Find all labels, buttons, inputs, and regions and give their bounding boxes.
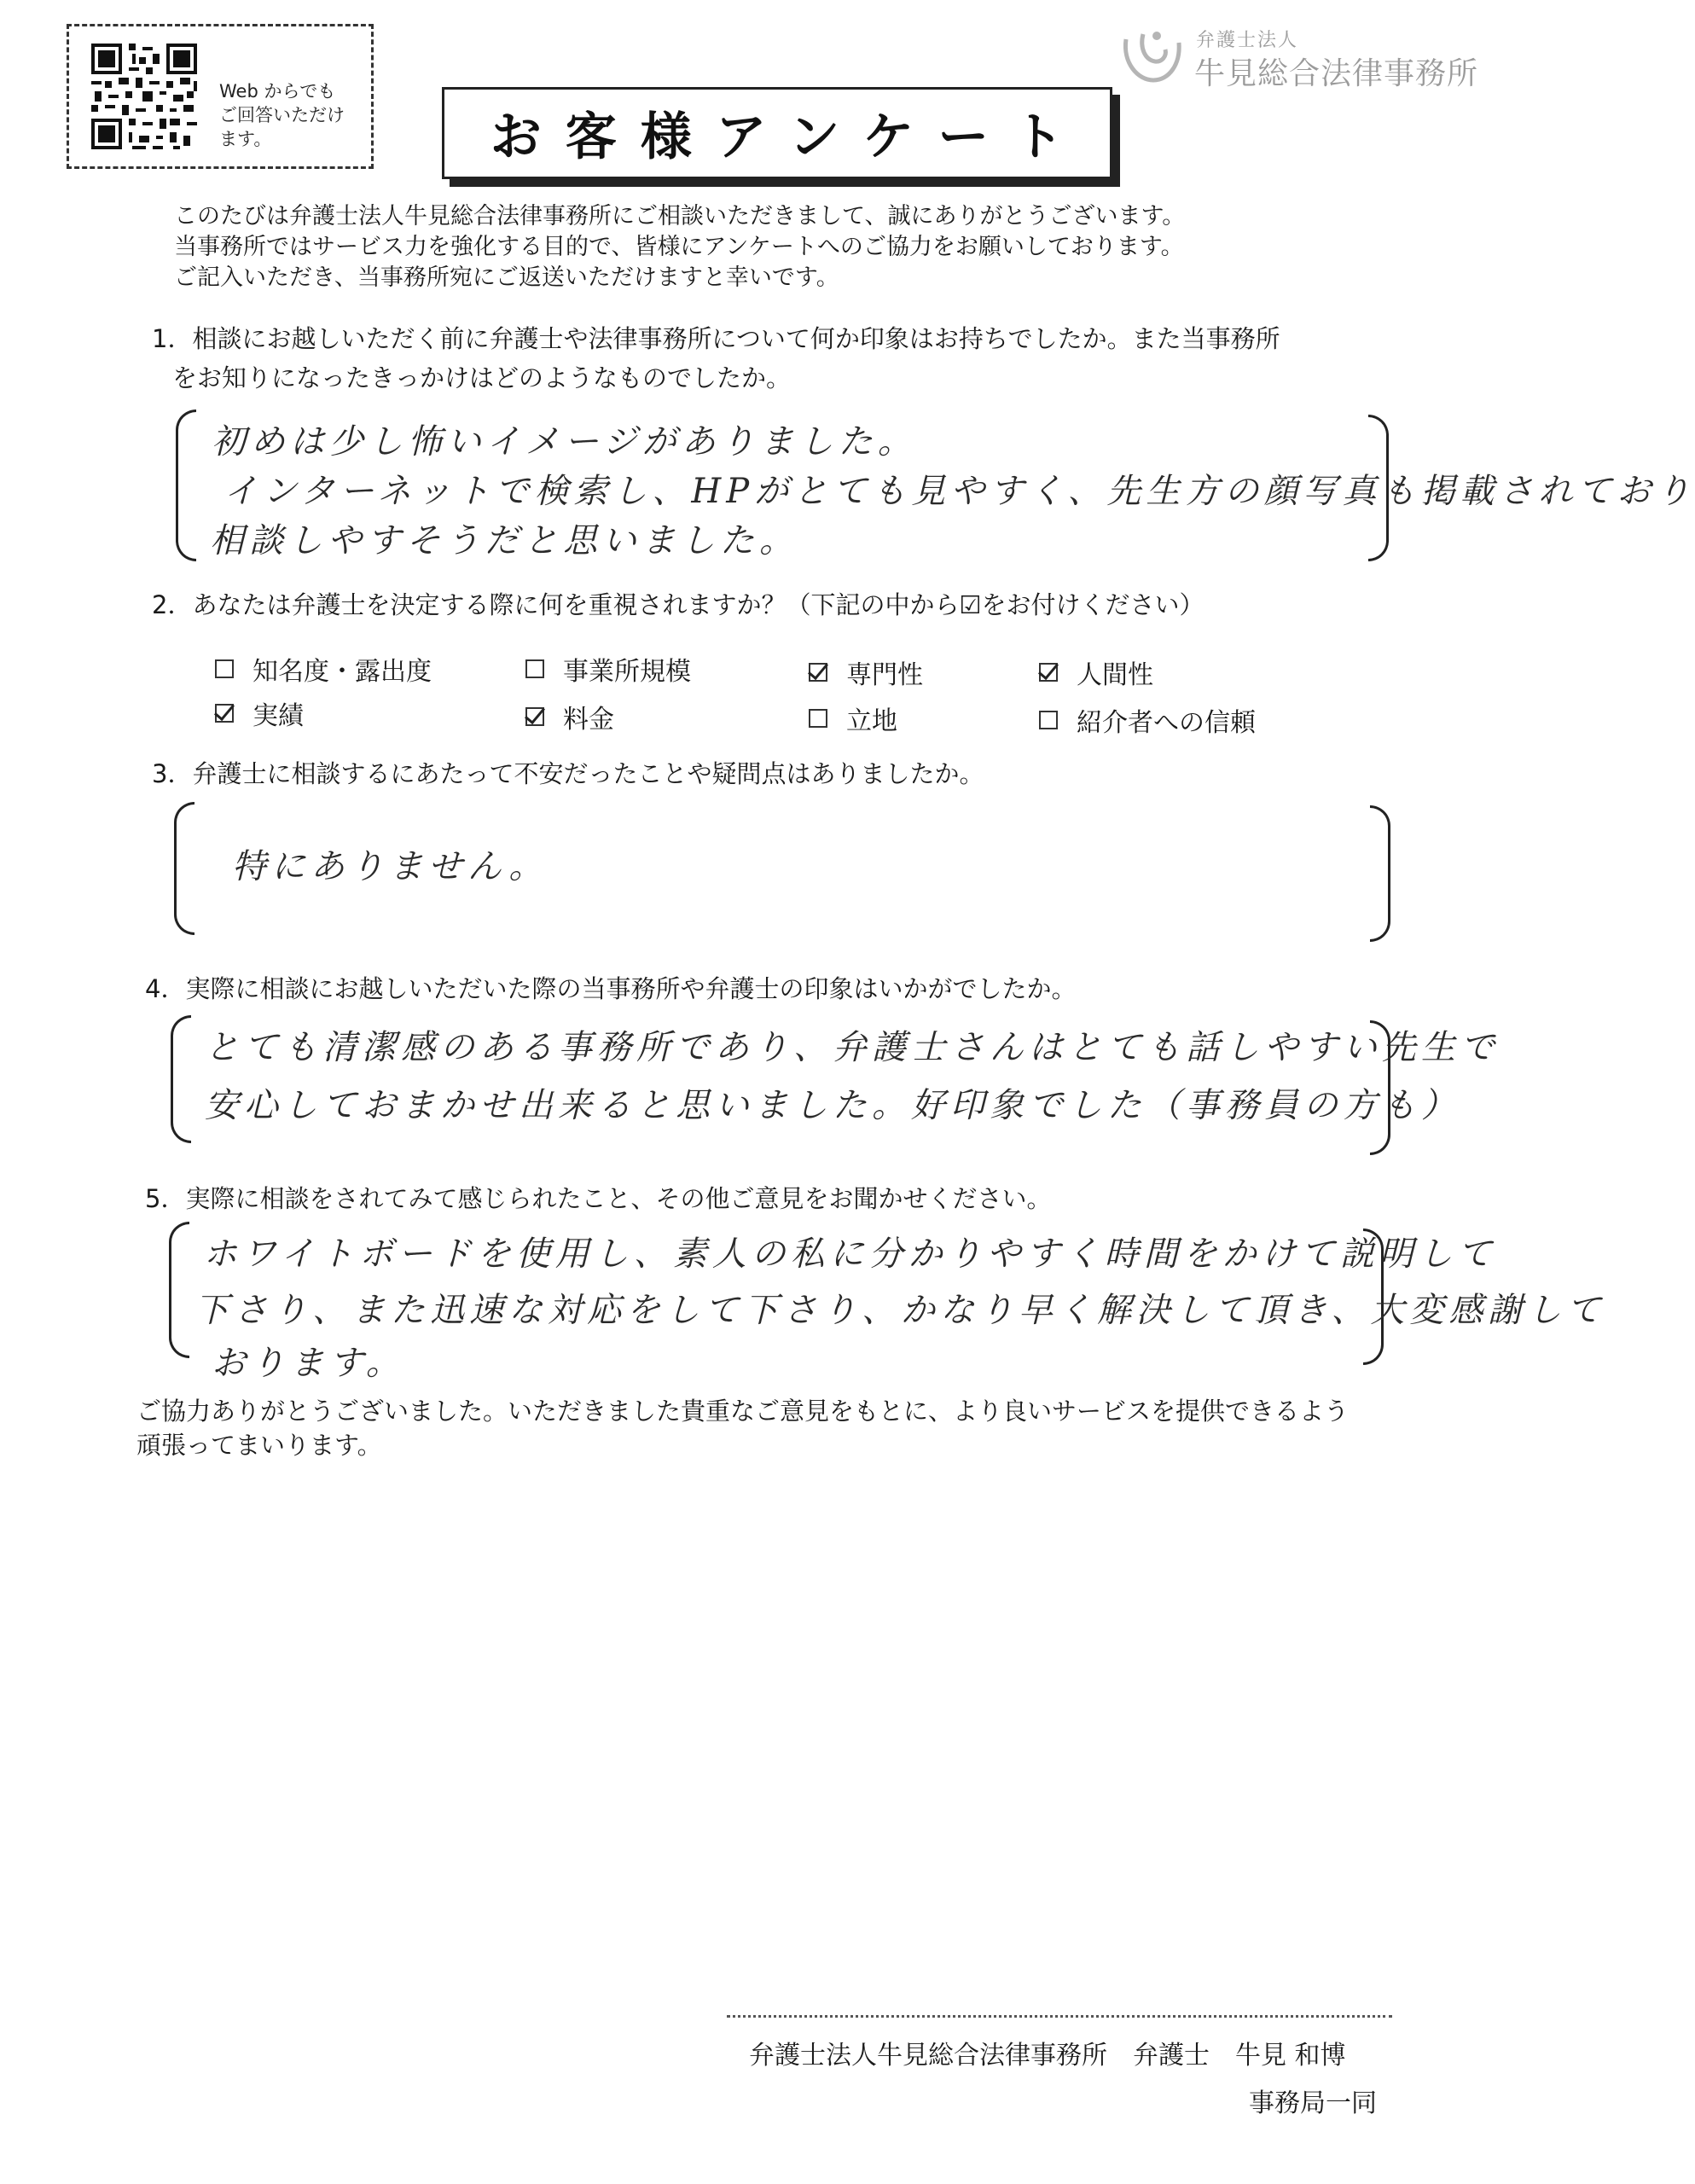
qr-note xyxy=(219,79,371,151)
option-label: 紹介者への信頼 xyxy=(1077,708,1256,738)
answer-4-line: とても清潔感のある事務所であり、弁護士さんはとても話しやすい先生で xyxy=(205,1028,1500,1067)
qr-box xyxy=(67,24,374,169)
question-1 xyxy=(152,319,1280,398)
firm-logo-icon xyxy=(1119,24,1184,89)
option-track-record[interactable] xyxy=(215,694,304,732)
qr-note-line: Web からでも xyxy=(219,81,336,102)
closing-line: 頑張ってまいります。 xyxy=(136,1431,382,1460)
checkbox[interactable] xyxy=(215,659,234,678)
answer-1-line: 初めは少し怖いイメージがありました。 xyxy=(212,422,917,462)
closing-line: ご協力ありがとうございました。いただきました貴重なご意見をもとに、より良いサービスを提供できるよう xyxy=(136,1397,1350,1426)
option-label: 事業所規模 xyxy=(563,657,691,687)
question-1-line: 1．相談にお越しいただく前に弁護士や法律事務所について何か印象はお持ちでしたか。また当事務所 xyxy=(152,324,1280,353)
checkbox[interactable] xyxy=(1039,711,1058,729)
answer-5-line: 下さり、また迅速な対応をして下さり、かなり早く解決して頂き、大変感謝して xyxy=(194,1291,1606,1330)
answer-3-line: 特にありません。 xyxy=(232,847,549,886)
answer-5-bracket-left xyxy=(169,1222,189,1358)
page-title: お客様アンケート xyxy=(490,107,1088,167)
signature-divider xyxy=(727,2015,1392,2018)
answer-4-bracket-left xyxy=(171,1015,191,1143)
qr-note-line: ます。 xyxy=(219,129,272,149)
checkbox-checked[interactable] xyxy=(215,704,234,723)
option-location[interactable] xyxy=(809,700,897,737)
intro-line: 当事務所ではサービス力を強化する目的で、皆様にアンケートへのご協力をお願いしております。 xyxy=(174,234,1184,260)
checkbox[interactable] xyxy=(525,659,544,678)
checkbox[interactable] xyxy=(809,709,827,728)
firm-logo xyxy=(1119,24,1477,92)
qr-code-icon xyxy=(88,40,200,153)
closing-text xyxy=(136,1394,1349,1462)
answer-4-line: 安心しておまかせ出来ると思いました。好印象でした（事務員の方も） xyxy=(205,1086,1460,1125)
logo-small-text: 弁護士法人 xyxy=(1196,30,1299,51)
answer-1-line: インターネットで検索し、HPがとても見やすく、先生方の顔写真も掲載されており xyxy=(223,472,1695,511)
option-label: 知名度・露出度 xyxy=(253,657,432,687)
option-name-recognition[interactable] xyxy=(215,650,432,688)
answer-3-bracket-left xyxy=(174,802,194,935)
answer-5-line: ホワイトボードを使用し、素人の私に分かりやすく時間をかけて説明して xyxy=(203,1234,1497,1274)
question-2: 2．あなたは弁護士を決定する際に何を重視されますか？（下記の中から☑をお付けください） xyxy=(152,590,1204,619)
checkbox-checked[interactable] xyxy=(809,663,827,682)
intro-line: ご記入いただき、当事務所宛にご返送いただけますと幸いです。 xyxy=(174,264,839,291)
signature-office: 事務局一同 xyxy=(1249,2088,1377,2118)
option-referrer-trust[interactable] xyxy=(1039,701,1256,739)
qr-note-line: ご回答いただけ xyxy=(219,105,345,125)
option-personality[interactable] xyxy=(1039,653,1153,691)
question-4: 4．実際に相談にお越しいただいた際の当事務所や弁護士の印象はいかがでしたか。 xyxy=(145,974,1077,1003)
option-office-size[interactable] xyxy=(525,650,691,688)
answer-1-bracket-left xyxy=(176,410,196,561)
intro-line: このたびは弁護士法人牛見総合法律事務所にご相談いただきまして、誠にありがとうございます。 xyxy=(174,203,1186,229)
option-label: 人間性 xyxy=(1077,660,1153,690)
option-fee[interactable] xyxy=(525,698,614,735)
question-1-line: をお知りになったきっかけはどのようなものでしたか。 xyxy=(172,363,792,392)
intro-text xyxy=(174,201,1411,293)
option-label: 実績 xyxy=(253,701,304,731)
checkbox-checked[interactable] xyxy=(1039,663,1058,682)
answer-1-line: 相談しやすそうだと思いました。 xyxy=(210,521,798,561)
answer-3-bracket-right xyxy=(1370,805,1390,942)
signature-firm: 弁護士法人牛見総合法律事務所 弁護士 牛見 和博 xyxy=(749,2041,1346,2071)
answer-5-line: おります。 xyxy=(212,1344,405,1383)
checkbox-checked[interactable] xyxy=(525,707,544,726)
option-label: 専門性 xyxy=(846,660,923,690)
question-5: 5．実際に相談をされてみて感じられたこと、その他ご意見をお聞かせください。 xyxy=(145,1184,1052,1213)
title-box xyxy=(442,87,1112,179)
option-expertise[interactable] xyxy=(809,653,923,691)
option-label: 料金 xyxy=(563,705,614,735)
option-label: 立地 xyxy=(846,706,897,736)
logo-name-text: 牛見総合法律事務所 xyxy=(1194,56,1479,91)
question-3: 3．弁護士に相談するにあたって不安だったことや疑問点はありましたか。 xyxy=(152,759,984,788)
